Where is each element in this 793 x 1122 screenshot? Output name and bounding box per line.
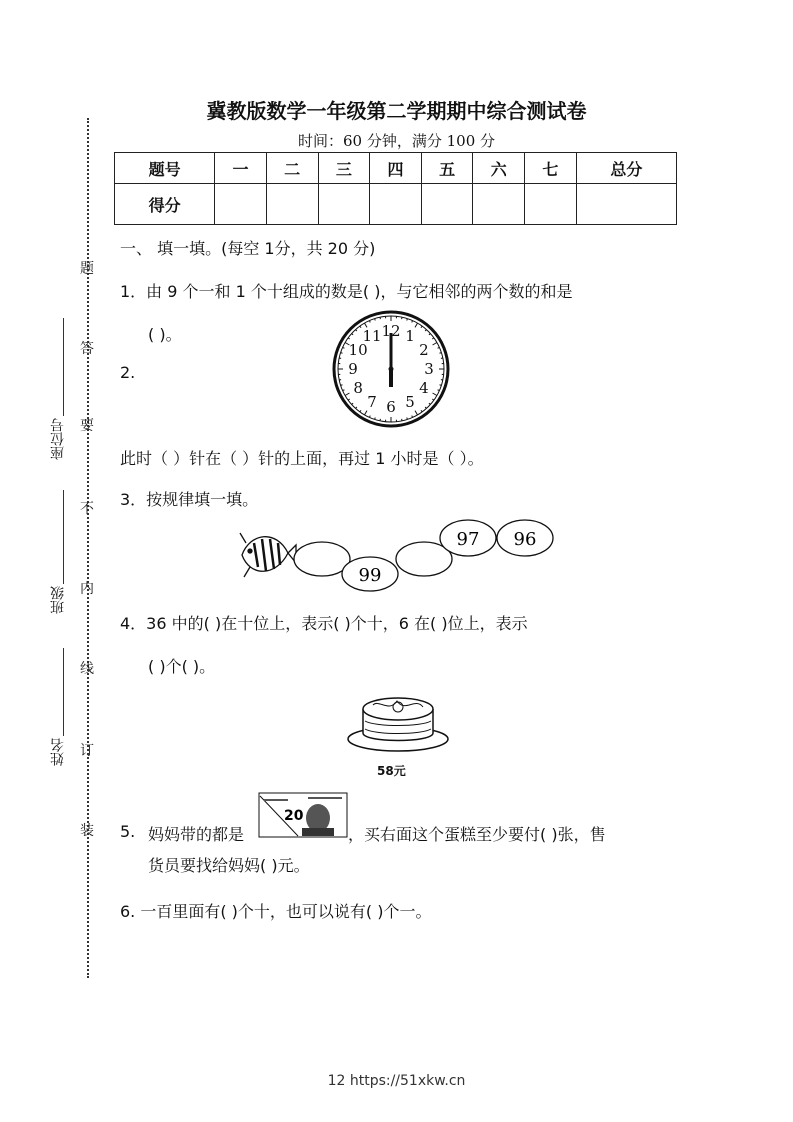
clock-number: 3 <box>424 360 434 378</box>
score-cell[interactable] <box>266 184 318 225</box>
binding-char: 装 <box>80 823 94 839</box>
question-3-text: 3．按规律填一填。 <box>120 490 259 509</box>
clock-number: 7 <box>367 392 377 411</box>
fish-icon <box>240 533 296 577</box>
class-blank-line <box>63 490 64 584</box>
clock-number: 2 <box>419 341 429 359</box>
question-4-line-2: ( )个( )。 <box>148 657 216 676</box>
binding-char: 题 <box>80 261 94 277</box>
question-1-line-1: 1．由 9 个一和 1 个十组成的数是( )，与它相邻的两个数的和是 <box>120 282 573 301</box>
score-cell[interactable] <box>473 184 525 225</box>
binding-char: 答 <box>80 341 94 357</box>
score-header-cell: 三 <box>318 153 370 184</box>
score-cell[interactable] <box>525 184 577 225</box>
question-5-line-1a: 妈妈带的都是 <box>148 825 245 844</box>
cake-price: 58元 <box>377 764 406 778</box>
number-sequence-figure <box>236 515 556 595</box>
clock-number: 10 <box>348 341 368 359</box>
score-header-cell: 四 <box>370 153 422 184</box>
score-header-cell: 六 <box>473 153 525 184</box>
score-cell[interactable] <box>576 184 676 225</box>
clock-number: 9 <box>348 360 358 378</box>
clock-number: 11 <box>362 327 382 346</box>
binding-char: 内 <box>80 581 94 597</box>
question-5-number: 5. <box>120 822 136 841</box>
page-footer: 12 https://51xkw.cn <box>327 1073 466 1089</box>
name-label: 姓名 <box>50 738 66 766</box>
binding-char: 要 <box>80 418 94 434</box>
binding-dotted-line <box>87 118 89 978</box>
binding-char: 不 <box>80 501 94 517</box>
name-blank-line <box>63 648 64 736</box>
sequence-value: 96 <box>513 529 537 550</box>
score-table-header-row <box>115 153 677 184</box>
score-table-score-row <box>115 184 677 225</box>
score-row-label: 得分 <box>115 184 215 225</box>
question-4-line-1: 4．36 中的( )在十位上，表示( )个十，6 在( )位上，表示 <box>120 614 528 633</box>
score-cell[interactable] <box>318 184 370 225</box>
score-header-cell: 一 <box>215 153 267 184</box>
seat-blank-line <box>63 318 64 416</box>
clock-number: 4 <box>419 379 429 397</box>
seat-label: 座位号 <box>50 418 66 460</box>
question-5-line-2: 货员要找给妈妈( )元。 <box>148 856 310 875</box>
score-header-cell: 二 <box>266 153 318 184</box>
score-cell[interactable] <box>421 184 473 225</box>
question-2-number: 2. <box>120 363 136 382</box>
cake-icon <box>345 685 451 755</box>
score-table <box>114 152 677 225</box>
clock-number: 6 <box>386 398 396 416</box>
question-5-line-1b: ，买右面这个蛋糕至少要付( )张，售 <box>348 825 606 844</box>
sequence-value: 97 <box>456 529 480 550</box>
clock-number: 8 <box>353 379 363 397</box>
binding-char: 线 <box>80 661 94 677</box>
binding-char: 订 <box>80 743 94 759</box>
clock-image <box>331 309 451 429</box>
score-cell[interactable] <box>370 184 422 225</box>
question-1-line-2: ( )。 <box>148 325 182 344</box>
score-header-cell: 题号 <box>115 153 215 184</box>
question-6-text: 6. 一百里面有( )个十，也可以说有( )个一。 <box>120 902 432 921</box>
score-header-cell: 总分 <box>576 153 676 184</box>
sequence-value: 99 <box>358 565 382 586</box>
score-header-cell: 七 <box>525 153 577 184</box>
banknote-value: 20 <box>284 808 304 824</box>
page-title: 冀教版数学一年级第二学期期中综合测试卷 <box>206 99 587 123</box>
question-2-text: 此时（ ）针在（ ）针的上面，再过 1 小时是（ ）。 <box>120 449 484 468</box>
clock-number: 12 <box>381 322 401 340</box>
page-subtitle: 时间：60 分钟，满分 100 分 <box>297 132 496 150</box>
class-label: 班级 <box>50 586 66 614</box>
score-header-cell: 五 <box>421 153 473 184</box>
score-cell[interactable] <box>215 184 267 225</box>
section-heading: 一、 填一填。(每空 1分，共 20 分) <box>120 239 376 258</box>
sequence-oval-blank[interactable] <box>294 542 350 576</box>
clock-number: 1 <box>405 327 415 346</box>
banknote-icon <box>258 792 348 838</box>
clock-number: 5 <box>405 392 415 411</box>
